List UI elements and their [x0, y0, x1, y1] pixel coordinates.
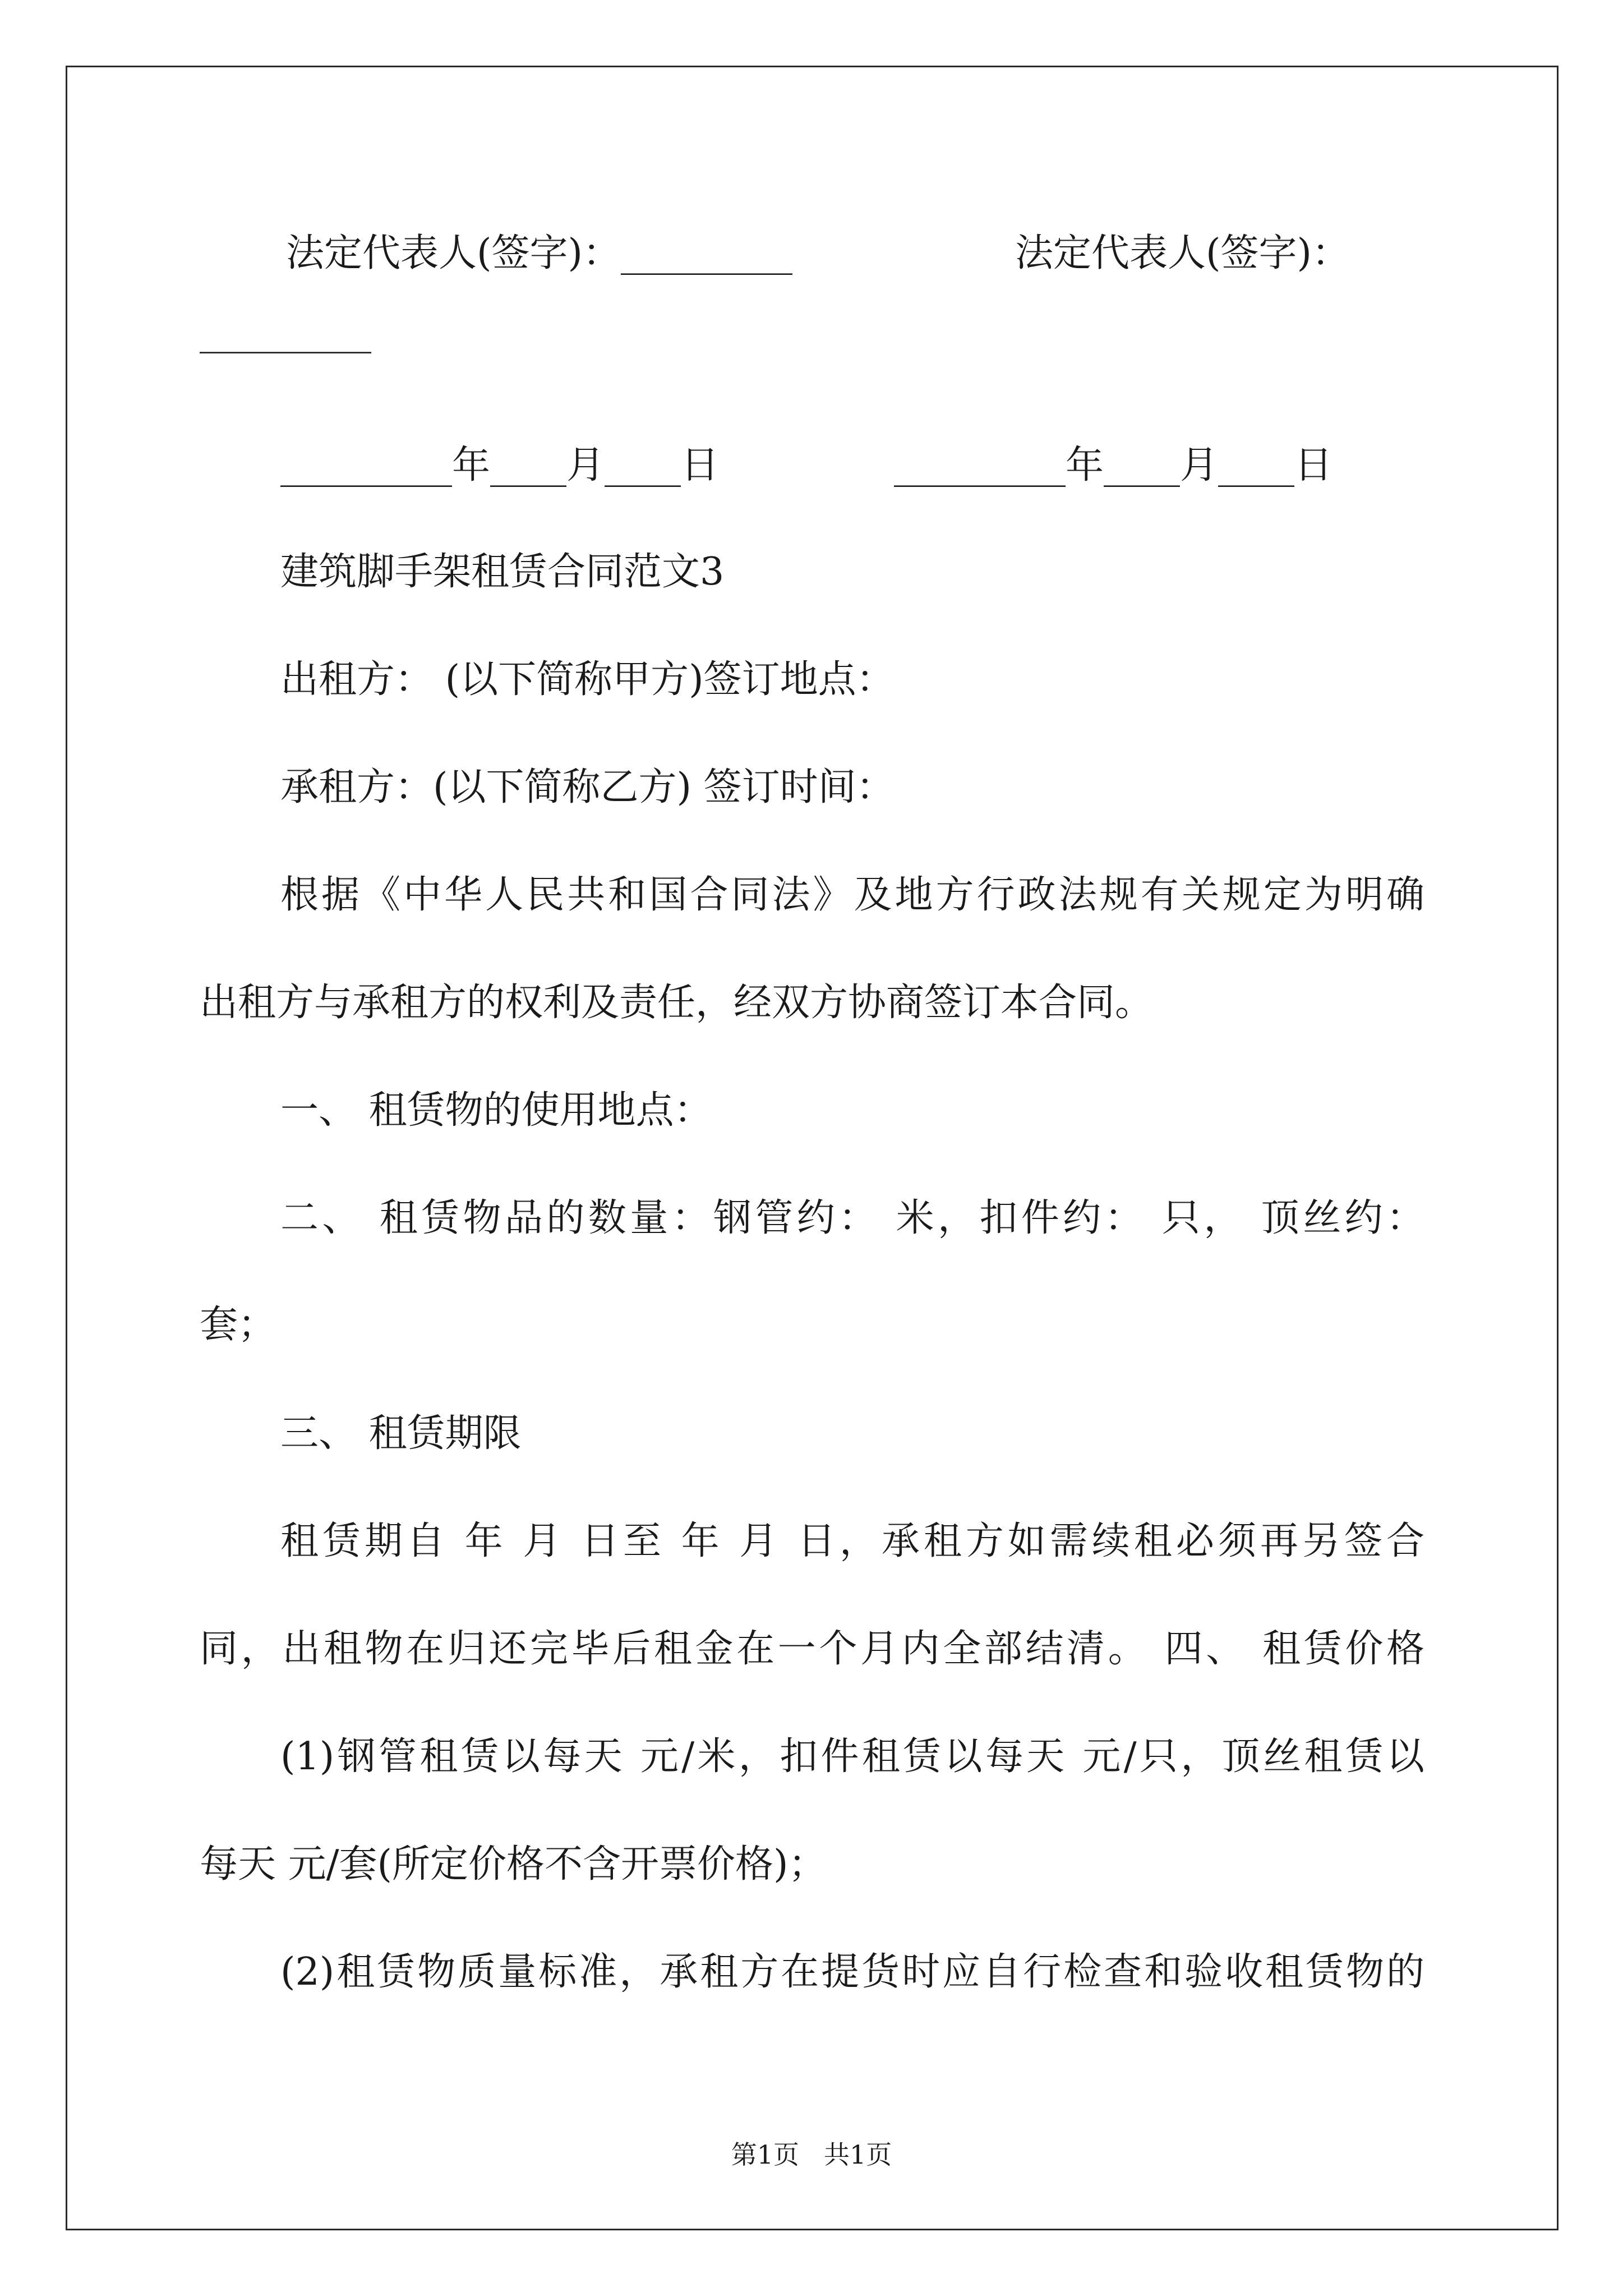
- paragraph-line: 根据《中华人民共和国合同法》及地方行政法规有关规定为明确: [280, 873, 1424, 917]
- paragraph-line: 每天 元/套(所定价格不含开票价格)；: [200, 1842, 827, 1887]
- paragraph-line: 套；: [200, 1303, 276, 1347]
- lessee-line: 承租方：(以下简称乙方) 签订时间：: [280, 765, 895, 809]
- signature-line-party-a: 法定代表人(签字)：_________: [286, 231, 793, 275]
- paragraph-line: (2)租赁物质量标准，承租方在提货时应自行检查和验收租赁物的: [280, 1950, 1424, 1994]
- clause-heading: 二、 租赁物品的数量：钢管约： 米，扣件约： 只， 顶丝约：: [280, 1196, 1424, 1240]
- page-border: [66, 66, 1559, 2230]
- page-number: 第1页: [731, 2139, 799, 2170]
- lessor-line: 出租方： (以下简称甲方)签订地点：: [280, 657, 895, 702]
- paragraph-line: 同，出租物在归还完毕后租金在一个月内全部结清。 四、 租赁价格: [200, 1627, 1424, 1671]
- clause-heading: 三、 租赁期限: [280, 1411, 522, 1456]
- page-footer: [0, 2139, 1623, 2170]
- clause-heading: 一、 租赁物的使用地点：: [280, 1088, 712, 1133]
- contract-title: 建筑脚手架租赁合同范文3: [280, 550, 725, 594]
- signature-blank: _________: [200, 310, 371, 354]
- date-line-party-a: _________年____月____日: [280, 443, 720, 487]
- page-total: 共1页: [824, 2139, 892, 2170]
- date-line-party-b: _________年____月____日: [894, 443, 1333, 487]
- paragraph-line: 出租方与承租方的权利及责任，经双方协商签订本合同。: [200, 981, 1154, 1025]
- paragraph-line: 租赁期自 年 月 日至 年 月 日，承租方如需续租必须再另签合: [280, 1519, 1424, 1563]
- signature-line-party-b: 法定代表人(签字)：: [1015, 231, 1350, 275]
- paragraph-line: (1)钢管租赁以每天 元/米，扣件租赁以每天 元/只，顶丝租赁以: [280, 1734, 1424, 1779]
